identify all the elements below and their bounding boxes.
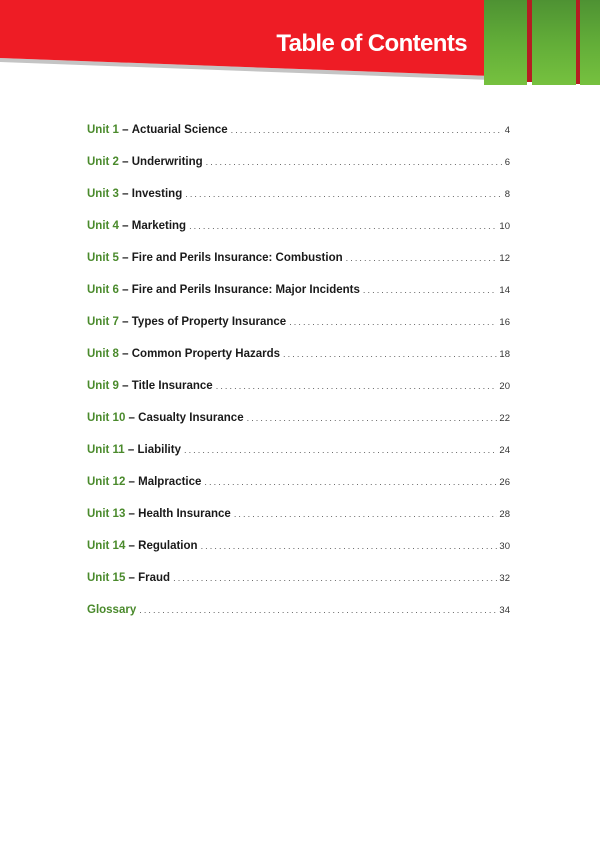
green-bar-1 [484,0,527,85]
dot-leader [247,413,498,423]
unit-number: Unit 10 [87,412,126,424]
page-number: 14 [499,285,510,296]
page-number: 6 [504,157,510,168]
unit-number: Unit 14 [87,540,126,552]
separator: – [125,412,139,424]
separator: – [125,476,139,488]
page-number: 34 [499,605,510,616]
page-number: 18 [499,349,510,360]
separator: – [118,252,132,264]
toc-entry-unit-11[interactable] [87,444,510,476]
unit-title: Marketing [131,220,187,232]
toc-entry-unit-12[interactable] [87,476,510,508]
separator: – [118,220,132,232]
dot-leader [346,253,498,263]
separator: – [118,124,132,136]
page-number: 30 [499,541,510,552]
dot-leader [204,477,497,487]
toc-entry-unit-2[interactable] [87,156,510,188]
unit-number: Unit 11 [87,444,125,456]
dot-leader [173,573,497,583]
separator: – [118,188,132,200]
unit-number: Unit 13 [87,508,126,520]
toc-entry-unit-13[interactable] [87,508,510,540]
unit-number: Unit 9 [87,380,119,392]
unit-number: Unit 1 [87,124,119,136]
toc-entry-unit-4[interactable] [87,220,510,252]
unit-number: Unit 2 [87,156,119,168]
dot-leader [289,317,497,327]
dot-leader [234,509,498,519]
unit-title: Malpractice [138,476,202,488]
unit-title: Investing [131,188,183,200]
dot-leader [185,189,502,199]
unit-number: Unit 5 [87,252,119,264]
separator: – [118,156,132,168]
toc-entry-unit-6[interactable] [87,284,510,316]
toc-entry-unit-7[interactable] [87,316,510,348]
separator: – [125,508,139,520]
page-number: 26 [499,477,510,488]
page-number: 4 [504,125,510,136]
dot-leader [216,381,498,391]
unit-number: Unit 6 [87,284,119,296]
unit-number: Unit 8 [87,348,119,360]
toc-entry-unit-3[interactable] [87,188,510,220]
page-number: 28 [499,509,510,520]
dot-leader [231,125,503,135]
unit-title: Fraud [138,572,171,584]
green-bar-3 [580,0,600,85]
table-of-contents [87,124,510,636]
dot-leader [201,541,498,551]
dot-leader [184,445,497,455]
separator: – [118,316,132,328]
unit-title: Title Insurance [131,380,213,392]
page-number: 22 [499,413,510,424]
unit-number: Unit 3 [87,188,119,200]
toc-entry-unit-1[interactable] [87,124,510,156]
unit-title: Actuarial Science [131,124,228,136]
green-bar-2 [532,0,576,85]
toc-entry-glossary[interactable] [87,604,510,636]
header-banner [0,0,600,90]
page-number: 16 [499,317,510,328]
unit-title: Health Insurance [138,508,231,520]
unit-title: Underwriting [131,156,203,168]
unit-number: Unit 7 [87,316,119,328]
separator: – [125,540,139,552]
dot-leader [139,605,497,615]
unit-title: Fire and Perils Insurance: Major Incidents [131,284,360,296]
glossary-label: Glossary [87,604,137,616]
page-number: 20 [499,381,510,392]
unit-title: Casualty Insurance [138,412,244,424]
unit-number: Unit 4 [87,220,119,232]
toc-entry-unit-10[interactable] [87,412,510,444]
toc-entry-unit-14[interactable] [87,540,510,572]
separator: – [125,572,139,584]
unit-number: Unit 12 [87,476,126,488]
unit-title: Regulation [138,540,198,552]
page-number: 10 [499,221,510,232]
unit-title: Fire and Perils Insurance: Combustion [131,252,343,264]
unit-number: Unit 15 [87,572,126,584]
page-number: 12 [499,253,510,264]
unit-title: Types of Property Insurance [131,316,287,328]
separator: – [118,380,132,392]
separator: – [118,348,132,360]
dot-leader [283,349,497,359]
dot-leader [189,221,497,231]
dot-leader [206,157,503,167]
page-title: Table of Contents [276,30,467,57]
dot-leader [363,285,498,295]
toc-entry-unit-8[interactable] [87,348,510,380]
page-number: 24 [499,445,510,456]
separator: – [124,444,138,456]
toc-entry-unit-5[interactable] [87,252,510,284]
toc-entry-unit-15[interactable] [87,572,510,604]
separator: – [118,284,132,296]
unit-title: Liability [137,444,181,456]
toc-entry-unit-9[interactable] [87,380,510,412]
page-number: 32 [499,573,510,584]
unit-title: Common Property Hazards [131,348,281,360]
page-number: 8 [504,189,510,200]
